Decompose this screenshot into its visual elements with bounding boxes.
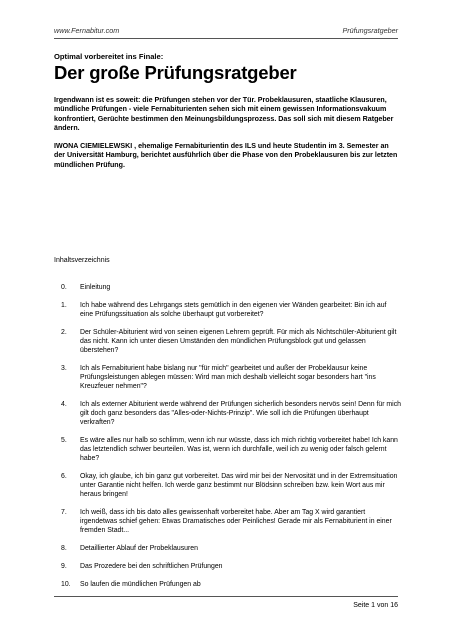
toc-item-text: Okay, ich glaube, ich bin ganz gut vorbereitet. Das wird mir bei der Nervosität und in der Extremsituation unter Garantie nicht helfen. Ich werde ganz bestimmt nur Blödsinn schreiben bzw. kein Wort aus mir heraus bringen! [80, 473, 398, 498]
toc-item-number: 3. [61, 365, 67, 372]
toc-item-text: Ich weiß, dass ich bis dato alles gewissenhaft vorbereitet habe. Aber am Tag X wird garantiert irgendetwas schief gehen: Etwas Dramatisches oder Peinliches! Gerade mir als Fernabiturient in einer fremden Stadt... [80, 509, 392, 534]
toc-item-text: Der Schüler-Abiturient wird von seinen eigenen Lehrern geprüft. Für mich als Nichtschüler-Abiturient gilt das nicht. Kann ich unter diesen Umständen den mündlichen Prüfungsblock gut und gelassen überstehen? [80, 329, 397, 354]
toc-heading: Inhaltsverzeichnis [54, 257, 110, 264]
toc-item [61, 436, 401, 463]
toc-item [61, 328, 401, 355]
toc-item [61, 562, 401, 571]
document-kicker: Optimal vorbereitet ins Finale: [54, 52, 164, 61]
intro-paragraph: Irgendwann ist es soweit: die Prüfungen stehen vor der Tür. Probeklausuren, staatliche Klausuren, mündliche Prüfungen - viele Fernabiturienten sehen sich mit einem gewissen Informationsvakuum konfrontiert, Gerüchte bestimmen den Meinungsbildungsprozess. Das soll sich mit diesem Ratgeber ändern. [54, 96, 394, 133]
toc-item [61, 508, 401, 535]
toc-item-number: 4. [61, 401, 67, 408]
toc-item-number: 10. [61, 581, 71, 588]
toc-item-text: Einleitung [80, 284, 111, 291]
document-title: Der große Prüfungsratgeber [54, 62, 297, 83]
table-of-contents [61, 283, 401, 598]
toc-item-text: Ich als externer Abiturient werde während der Prüfungen sicherlich besonders nervös sein! Denn für mich gilt doch ganz besonders das "Alles-oder-Nichts-Prinzip". Wie soll ich die Prüfungen überhaupt verkraften? [80, 401, 401, 426]
toc-item [61, 301, 401, 319]
toc-item-text: So laufen die mündlichen Prüfungen ab [80, 581, 201, 588]
toc-item-number: 9. [61, 563, 67, 570]
toc-item-number: 7. [61, 509, 67, 516]
toc-item [61, 544, 401, 553]
toc-item-number: 6. [61, 473, 67, 480]
toc-item [61, 580, 401, 589]
toc-item [61, 364, 401, 391]
toc-item-number: 2. [61, 329, 67, 336]
toc-item-number: 0. [61, 284, 67, 291]
toc-item-number: 1. [61, 302, 67, 309]
toc-item-text: Ich als Fernabiturient habe bislang nur "für mich" gearbeitet und außer der Probeklausur keine Prüfungsleistungen ablegen müssen: Wird man mich deshalb vielleicht sogar besonders hart "ins Kreuzfeuer nehmen"? [80, 365, 376, 390]
toc-item [61, 400, 401, 427]
author-paragraph: IWONA CIEMIELEWSKI , ehemalige Fernabiturientin des ILS und heute Studentin im 3. Semester an der Universität Hamburg, berichtet ausführlich über die Phase von den Probeklausuren bis zur letzten mündlichen Prüfung. [54, 142, 398, 169]
toc-item-text: Detaillierter Ablauf der Probeklausuren [80, 545, 198, 552]
header-divider [54, 38, 398, 39]
footer-divider [54, 596, 398, 597]
toc-item-number: 5. [61, 437, 67, 444]
toc-item-text: Es wäre alles nur halb so schlimm, wenn ich nur wüsste, dass ich mich richtig vorbereitet habe! Ich kann das letztendlich schwer beurteilen. Was ist, wenn ich durchfalle, weil ich zu wenig oder falsch gelernt habe? [80, 437, 398, 462]
toc-item-number: 8. [61, 545, 67, 552]
toc-item [61, 283, 401, 292]
toc-item [61, 472, 401, 499]
toc-item-text: Ich habe während des Lehrgangs stets gemütlich in den eigenen vier Wänden gearbeitet: Bin ich auf eine Prüfungssituation als solche überhaupt gut vorbereitet? [80, 302, 387, 318]
page-number: Seite 1 von 16 [353, 602, 398, 609]
toc-item-text: Das Prozedere bei den schriftlichen Prüfungen [80, 563, 223, 570]
header-site: www.Fernabitur.com [54, 26, 120, 35]
header-section: Prüfungsratgeber [342, 26, 398, 35]
